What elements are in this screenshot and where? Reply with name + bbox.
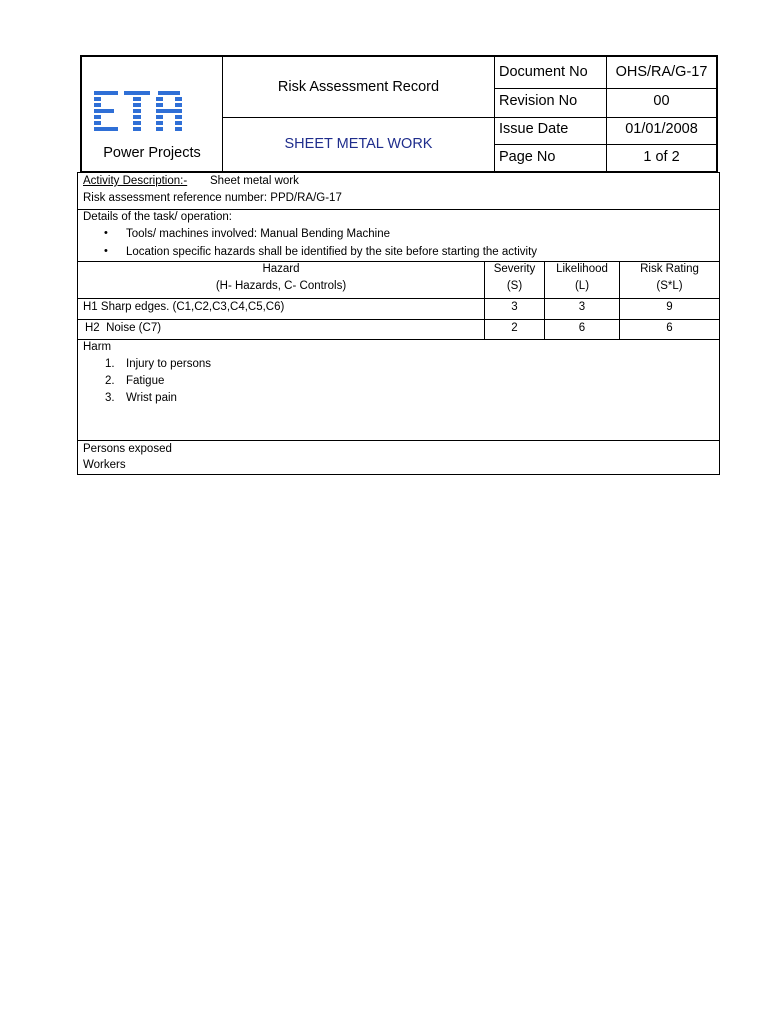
hazard-header-sub: (H- Hazards, C- Controls) bbox=[215, 280, 347, 292]
details-item: Location specific hazards shall be identified by the site before starting the activity bbox=[126, 246, 538, 258]
harm-item: Injury to persons bbox=[126, 358, 212, 370]
risk-assessment-table bbox=[77, 172, 720, 475]
likelihood-header: Likelihood bbox=[556, 263, 608, 275]
hazard-cell: H1 Sharp edges. (C1,C2,C3,C4,C5,C6) bbox=[83, 301, 285, 313]
row-divider bbox=[78, 319, 719, 320]
severity-cell: 3 bbox=[511, 301, 518, 313]
harm-item: Fatigue bbox=[126, 375, 165, 387]
sheet-title: SHEET METAL WORK bbox=[284, 136, 433, 152]
document-no-value: OHS/RA/G-17 bbox=[615, 64, 708, 80]
record-title: Risk Assessment Record bbox=[277, 79, 440, 95]
row-divider bbox=[78, 261, 719, 262]
bullet-icon: • bbox=[104, 227, 108, 239]
harm-label: Harm bbox=[83, 341, 112, 353]
header-divider bbox=[494, 57, 495, 171]
activity-value: Sheet metal work bbox=[210, 175, 299, 187]
likelihood-cell: 3 bbox=[578, 301, 586, 313]
header-divider bbox=[494, 144, 716, 145]
row-divider bbox=[78, 209, 719, 210]
list-number: 3. bbox=[105, 392, 115, 404]
company-logo bbox=[94, 91, 184, 133]
details-label: Details of the task/ operation: bbox=[83, 211, 232, 223]
details-item: Tools/ machines involved: Manual Bending Machine bbox=[126, 228, 391, 240]
header-divider bbox=[223, 117, 716, 118]
header-divider bbox=[494, 88, 716, 89]
row-divider bbox=[78, 298, 719, 299]
issue-date-value: 01/01/2008 bbox=[625, 121, 698, 137]
harm-item: Wrist pain bbox=[126, 392, 177, 404]
hazard-cell: H2 Noise (C7) bbox=[85, 322, 162, 334]
activity-label: Activity Description:- bbox=[83, 175, 188, 187]
severity-cell: 2 bbox=[511, 322, 518, 334]
reference-number: Risk assessment reference number: PPD/RA/G-17 bbox=[83, 192, 342, 204]
page-no-value: 1 of 2 bbox=[643, 149, 680, 165]
risk-header-sub: (S*L) bbox=[656, 280, 683, 292]
hazard-header: Hazard bbox=[262, 263, 300, 275]
document-header bbox=[80, 55, 718, 173]
severity-header: Severity bbox=[493, 263, 536, 275]
revision-no-value: 00 bbox=[653, 93, 670, 109]
row-divider bbox=[78, 440, 719, 441]
company-name: Power Projects bbox=[103, 145, 201, 161]
risk-header: Risk Rating bbox=[640, 263, 699, 275]
row-divider bbox=[78, 339, 719, 340]
persons-exposed-value: Workers bbox=[83, 459, 126, 471]
likelihood-cell: 6 bbox=[578, 322, 586, 334]
list-number: 1. bbox=[105, 358, 115, 370]
document-no-label: Document No bbox=[499, 64, 588, 80]
likelihood-header-sub: (L) bbox=[574, 280, 590, 292]
revision-no-label: Revision No bbox=[499, 93, 578, 109]
risk-cell: 6 bbox=[666, 322, 673, 334]
bullet-icon: • bbox=[104, 245, 108, 257]
logo-cell bbox=[82, 57, 222, 171]
issue-date-label: Issue Date bbox=[499, 121, 569, 137]
severity-header-sub: (S) bbox=[506, 280, 523, 292]
header-divider bbox=[222, 57, 223, 171]
page-no-label: Page No bbox=[499, 149, 556, 165]
persons-exposed-label: Persons exposed bbox=[83, 443, 172, 455]
risk-cell: 9 bbox=[666, 301, 673, 313]
list-number: 2. bbox=[105, 375, 115, 387]
